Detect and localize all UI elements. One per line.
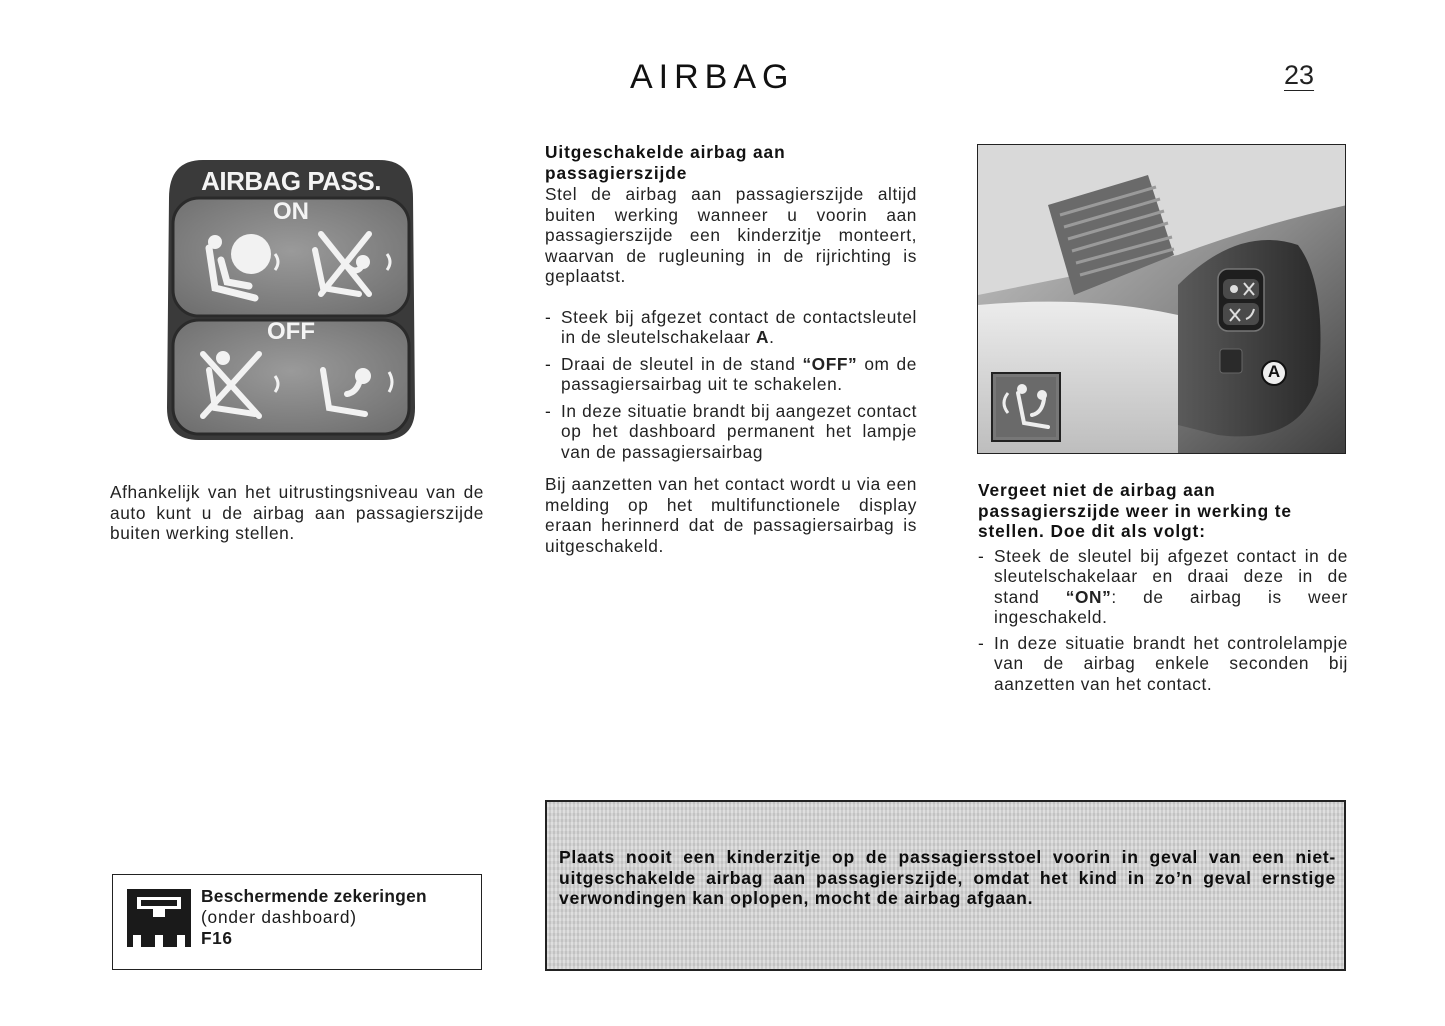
list-item: - Steek de sleutel bij afgezet contact in de sleutelschakelaar en draai deze in de stand “ON”: de airbag is weer ingeschakeld.	[978, 545, 1348, 627]
airbag-panel-off-label: OFF	[267, 318, 315, 345]
airbag-icon	[231, 234, 271, 274]
right-column	[978, 480, 1348, 699]
airbag-switch-cluster-icon	[1218, 269, 1264, 331]
warning-box	[545, 800, 1346, 971]
fuse-info-box	[112, 874, 482, 970]
left-paragraph: Afhankelijk van het uitrustingsniveau van de auto kunt u de airbag aan passagierszijde buiten werking stellen.	[110, 482, 484, 543]
airbag-panel-on-label: ON	[273, 198, 309, 225]
page-number: 23	[1284, 60, 1315, 90]
airbag-panel-title: AIRBAG PASS.	[201, 166, 381, 196]
warning-text: Plaats nooit een kinderzitje op de passagiersstoel voorin in geval van een niet-uitgeschakelde airbag aan passagierszijde, omdat het kind in zo’n geval ernstige verwondingen kan oplopen, mocht de airbag afgaan.	[559, 847, 1336, 908]
middle-intro: Stel de airbag aan passagierszijde altijd buiten werking wanneer u voorin aan passagierszijde een kinderzitje monteert, waarvan de rugleuning in de rijrichting is geplaatst.	[545, 184, 917, 286]
list-item: - Draai de sleutel in de stand “OFF” om de passagiersairbag uit te schakelen.	[545, 353, 917, 394]
middle-column	[545, 142, 917, 556]
list-item: - Steek bij afgezet contact de contactsleutel in de sleutelschakelaar A.	[545, 306, 917, 347]
right-heading: Vergeet niet de airbag aan passagierszijde weer in werking te stellen. Doe dit als volgt:	[978, 480, 1292, 541]
middle-steps-list	[545, 307, 917, 463]
middle-closing: Bij aanzetten van het contact wordt u via een melding op het multifunctionele display eraan herinnerd dat de passagiersairbag is uitgeschakeld.	[545, 474, 917, 556]
dashboard-photo-graphic	[978, 145, 1346, 454]
airbag-pass-panel	[163, 158, 419, 443]
middle-heading: Uitgeschakelde airbag aan passagierszijde	[545, 142, 786, 183]
key-slot-icon	[1220, 349, 1242, 373]
passenger-airbag-off-indicator-icon	[992, 373, 1060, 441]
callout-a-label: A	[1267, 362, 1281, 381]
fuse-code: F16	[201, 928, 233, 948]
list-item: - In deze situatie brandt het controlelampje van de airbag enkele seconden bij aanzetten van het contact.	[978, 632, 1348, 694]
page-title: AIRBAG	[630, 58, 795, 96]
fuse-icon	[127, 889, 191, 947]
list-item: - In deze situatie brandt bij aangezet contact op het dashboard permanent het lampje van de passagiersairbag	[545, 400, 917, 462]
fuse-location: (onder dashboard)	[201, 907, 357, 927]
dashboard-photo	[977, 144, 1346, 454]
left-column	[110, 482, 484, 544]
right-steps-list	[978, 546, 1348, 695]
fuse-title: Beschermende zekeringen	[201, 886, 427, 906]
